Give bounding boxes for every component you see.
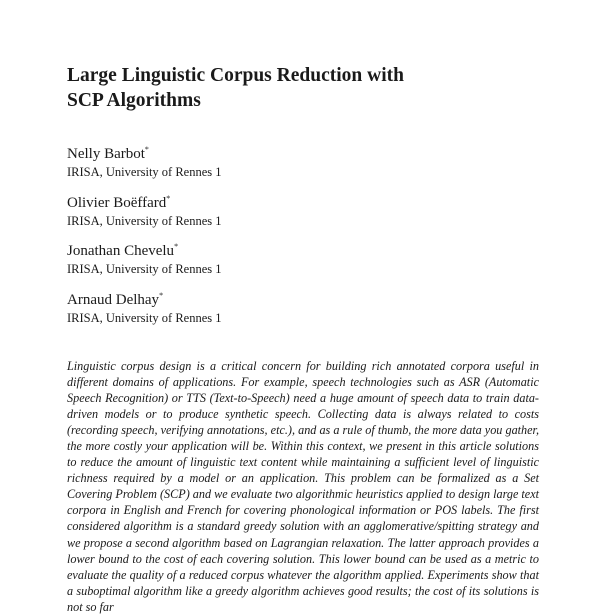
author-mark: * bbox=[159, 290, 164, 300]
author-entry bbox=[67, 242, 467, 291]
author-affiliation: IRISA, University of Rennes 1 bbox=[67, 262, 222, 276]
author-mark: * bbox=[174, 242, 179, 251]
abstract-text: Linguistic corpus design is a critical concern for building rich annotated corpora useful in different domains of applications. For example, speech technologies such as ASR (Automatic Speech Recognition) or TTS (Text-to-Speech) need a huge amount of speech data to train data-driven models or to produce synthetic speech. Collecting data is always related to costs (recording speech, verifying annotations, etc.), and as a rule of thumb, the more data you gather, the more costly your application will be. Within this context, we present in this article solutions to reduce the amount of linguistic text content while maintaining a sufficient level of linguistic richness required by a model or an application. This problem can be formalized as a Set Covering Problem (SCP) and we evaluate two algorithmic heuristics applied to design large text corpora in English and French for covering phonological information or POS labels. The first considered algorithm is a standard greedy solution with an agglomerative/spitting strategy and we propose a second algorithm based on Lagrangian relaxation. The latter approach provides a lower bound to the cost of each covering solution. This lower bound can be used as a metric to evaluate the quality of a reduced corpus whatever the algorithm applied. Experiments show that a suboptimal algorithm like a greedy algorithm achieves good results; the cost of its solutions is not so far bbox=[67, 359, 539, 614]
author-entry bbox=[67, 291, 467, 340]
author-affiliation: IRISA, University of Rennes 1 bbox=[67, 213, 222, 228]
author-name-line bbox=[67, 242, 467, 261]
author-name-line bbox=[67, 291, 467, 310]
author-name: Nelly Barbot bbox=[67, 146, 145, 162]
author-mark: * bbox=[144, 145, 149, 154]
author-list bbox=[67, 145, 467, 339]
author-affiliation: IRISA, University of Rennes 1 bbox=[67, 165, 222, 179]
author-name-line bbox=[67, 145, 467, 164]
author-entry bbox=[67, 194, 467, 243]
author-mark: * bbox=[166, 193, 171, 203]
author-name: Olivier Boëffard bbox=[67, 194, 167, 211]
author-entry bbox=[67, 145, 467, 194]
author-name: Arnaud Delhay bbox=[67, 291, 160, 308]
author-affiliation: IRISA, University of Rennes 1 bbox=[67, 310, 222, 325]
paper-title-line-2: SCP Algorithms bbox=[67, 90, 201, 111]
paper-title-line-1: Large Linguistic Corpus Reduction with bbox=[67, 65, 404, 86]
author-name-line bbox=[67, 194, 467, 213]
paper-title bbox=[67, 63, 527, 113]
author-name: Jonathan Chevelu bbox=[67, 243, 175, 259]
